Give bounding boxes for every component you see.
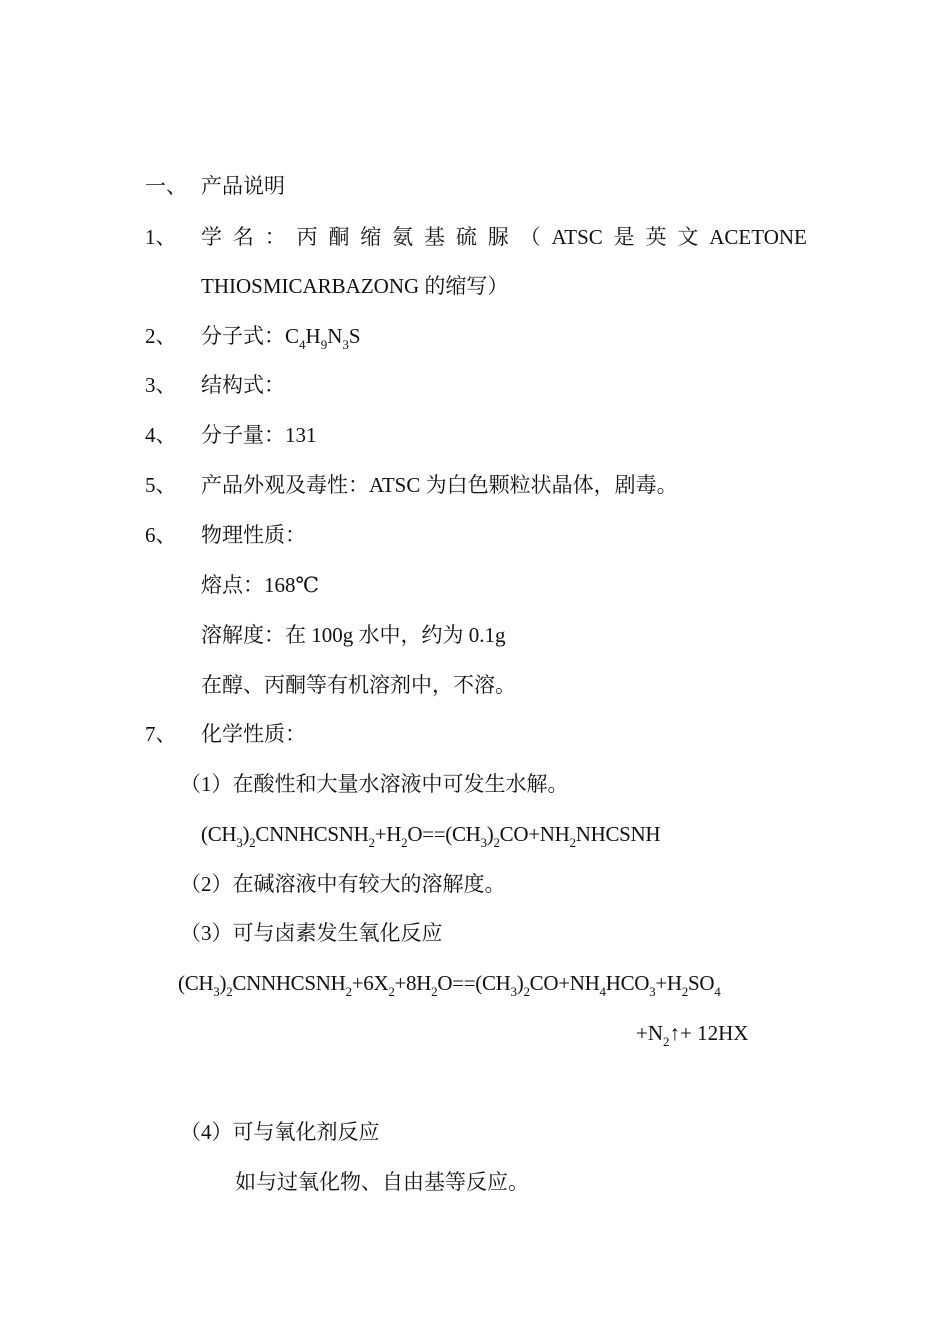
formula-subscript: 3 <box>342 337 349 352</box>
name-char: 文 <box>677 225 699 249</box>
chemical-name-line2: THIOSMICARBAZONG 的缩写） <box>201 274 509 298</box>
molecular-weight: 分子量：131 <box>201 423 317 447</box>
eq-subscript: 3 <box>480 835 487 850</box>
molecular-formula <box>201 323 361 352</box>
eq-part: +H <box>655 971 682 995</box>
equation-halogen-continued <box>636 1020 749 1049</box>
physical-properties-title: 物理性质： <box>201 523 306 547</box>
equation-hydrolysis <box>201 821 661 850</box>
oxidant-reaction-text: （4）可与氧化剂反应 <box>180 1120 380 1144</box>
solubility: 溶解度：在 100g 水中，约为 0.1g <box>201 623 506 647</box>
name-char: 学 <box>201 225 222 249</box>
formula-subscript: 9 <box>320 337 328 352</box>
eq-subscript: 2 <box>681 984 688 999</box>
eq-subscript: 2 <box>663 1034 670 1049</box>
formula-subscript: 4 <box>299 337 306 352</box>
name-char: 脲 <box>487 225 509 249</box>
appearance-toxicity: 产品外观及毒性：ATSC 为白色颗粒状晶体，剧毒。 <box>201 473 678 497</box>
eq-part: CNNHCSNH <box>232 971 346 995</box>
eq-subscript: 2 <box>569 835 576 850</box>
formula-part: S <box>348 324 361 348</box>
eq-part: NHCSNH <box>575 822 661 846</box>
formula-part: H <box>305 324 321 348</box>
eq-part: (CH <box>178 971 214 995</box>
name-char: 缩 <box>360 225 382 249</box>
formula-part: C <box>285 324 300 348</box>
formula-part: N <box>327 324 343 348</box>
eq-part: SO <box>688 971 715 995</box>
organic-solubility: 在醇、丙酮等有机溶剂中，不溶。 <box>201 673 516 697</box>
name-char: 硫 <box>455 225 477 249</box>
eq-subscript: 2 <box>226 984 233 999</box>
name-char: （ <box>519 225 541 249</box>
formula-label: 分子式： <box>201 324 285 348</box>
eq-part: O==(CH <box>407 822 481 846</box>
eq-subscript: 4 <box>599 984 606 999</box>
eq-subscript: 4 <box>714 984 721 999</box>
eq-subscript: 3 <box>510 984 517 999</box>
equation-halogen <box>178 970 721 999</box>
chemical-properties-title: 化学性质： <box>201 722 306 746</box>
item-number: 2、 <box>145 324 177 348</box>
eq-subscript: 3 <box>236 835 243 850</box>
eq-part: +N <box>636 1021 664 1045</box>
name-char: ACETONE <box>709 225 807 249</box>
name-char: 氨 <box>392 225 414 249</box>
eq-subscript: 2 <box>523 984 530 999</box>
eq-subscript: 2 <box>493 835 500 850</box>
eq-part: ) <box>242 822 250 846</box>
name-char: 是 <box>613 225 635 249</box>
eq-part: CNNHCSNH <box>255 822 369 846</box>
eq-part: CO+NH <box>529 971 600 995</box>
eq-subscript: 2 <box>431 984 438 999</box>
eq-part: ) <box>516 971 524 995</box>
eq-subscript: 2 <box>345 984 352 999</box>
halogen-reaction-text: （3）可与卤素发生氧化反应 <box>180 921 443 945</box>
name-char: 英 <box>645 225 667 249</box>
oxidant-example-text: 如与过氧化物、自由基等反应。 <box>235 1170 529 1194</box>
name-char: ATSC <box>551 225 603 249</box>
chemical-name-line <box>201 224 807 250</box>
eq-part: ) <box>219 971 227 995</box>
name-char: 酮 <box>328 225 350 249</box>
eq-subscript: 3 <box>649 984 656 999</box>
name-char: 名 <box>232 225 254 249</box>
structural-formula-label: 结构式： <box>201 373 285 397</box>
item-number: 5、 <box>145 473 177 497</box>
hydrolysis-text: （1）在酸性和大量水溶液中可发生水解。 <box>180 772 569 796</box>
eq-part: HCO <box>605 971 650 995</box>
eq-subscript: 2 <box>249 835 256 850</box>
section-title: 产品说明 <box>201 174 285 198</box>
eq-part: ↑+ 12HX <box>669 1021 749 1045</box>
melting-point: 熔点：168℃ <box>201 573 319 597</box>
eq-subscript: 2 <box>368 835 375 850</box>
eq-part: +6X <box>351 971 389 995</box>
eq-part: O==(CH <box>437 971 511 995</box>
eq-subscript: 3 <box>213 984 220 999</box>
eq-part: CO+NH <box>499 822 570 846</box>
name-char: ： <box>264 225 286 249</box>
eq-part: (CH <box>201 822 237 846</box>
name-char: 基 <box>424 225 446 249</box>
item-number: 4、 <box>145 423 177 447</box>
alkali-solubility-text: （2）在碱溶液中有较大的溶解度。 <box>180 872 506 896</box>
eq-part: ) <box>486 822 494 846</box>
eq-part: +H <box>374 822 402 846</box>
item-number: 1、 <box>145 225 177 249</box>
item-number: 6、 <box>145 523 177 547</box>
eq-part: +8H <box>394 971 432 995</box>
eq-subscript: 2 <box>401 835 408 850</box>
item-number: 3、 <box>145 373 177 397</box>
eq-subscript: 2 <box>388 984 395 999</box>
name-char: 丙 <box>296 225 318 249</box>
section-number: 一、 <box>145 174 187 198</box>
item-number: 7、 <box>145 722 177 746</box>
